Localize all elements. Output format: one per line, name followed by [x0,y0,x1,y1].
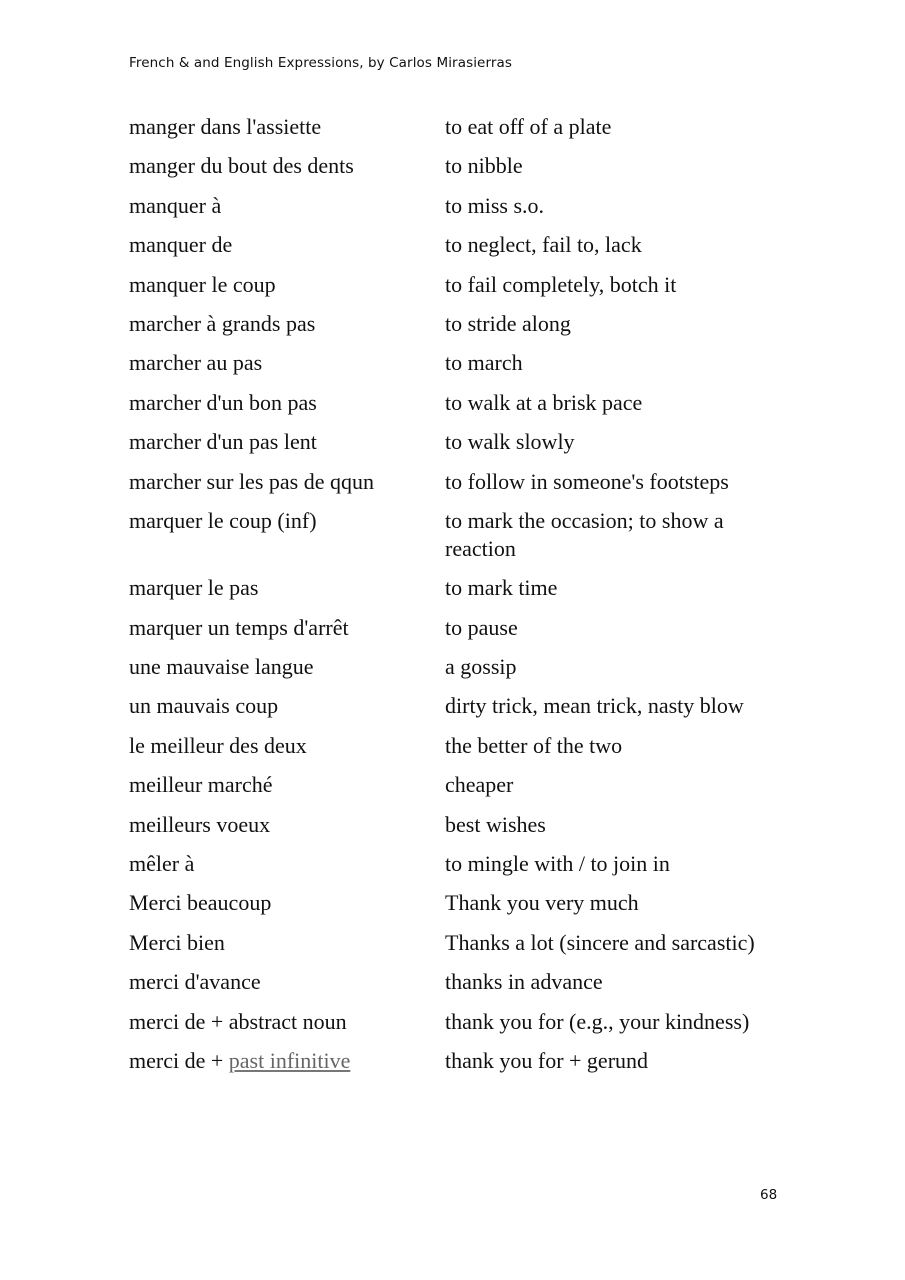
english-translation: to fail completely, botch it [445,271,677,297]
english-translation: thank you for (e.g., your kindness) [445,1008,750,1034]
english-translation: dirty trick, mean trick, nasty blow [445,693,744,719]
expression-row [129,271,789,299]
english-translation: Thanks a lot (sincere and sarcastic) [445,929,755,955]
french-expression: Merci bien [129,929,225,955]
french-expression: une mauvaise langue [129,654,314,680]
french-expression: manquer le coup [129,271,276,297]
french-expression: manger dans l'assiette [129,114,322,139]
french-expression: marcher à grands pas [129,310,316,336]
french-expression: un mauvais coup [129,693,279,719]
english-translation: to walk at a brisk pace [445,389,643,415]
english-translation: to pause [445,614,518,640]
expression-row [129,389,789,417]
past-infinitive-link[interactable]: past infinitive [228,1047,351,1073]
english-translation: to stride along [445,310,571,336]
expression-row [129,653,789,681]
expression-row [129,968,789,996]
expression-row [129,850,789,878]
english-translation: the better of the two [445,732,623,758]
english-translation: to follow in someone's footsteps [445,468,729,494]
french-expression: manquer à [129,192,222,218]
expression-row [129,310,789,338]
french-expression: marquer le pas [129,575,259,601]
french-expression: meilleurs voeux [129,811,271,837]
english-translation: to neglect, fail to, lack [445,232,642,258]
french-expression: merci d'avance [129,969,261,995]
expression-row [129,152,789,180]
french-expression: marquer le coup (inf) [129,507,317,533]
english-translation: to eat off of a plate [445,114,612,139]
expression-row [129,231,789,259]
french-expression: manger du bout des dents [129,153,354,179]
expression-row [129,614,789,642]
english-translation: to walk slowly [445,429,575,455]
expression-row [129,192,789,220]
expression-row [129,692,789,720]
french-expression-prefix: merci de + [129,1047,229,1073]
english-translation: to miss s.o. [445,192,545,218]
french-expression: Merci beaucoup [129,890,272,916]
english-translation: Thank you very much [445,890,639,916]
english-translation: thank you for + gerund [445,1047,649,1073]
french-expression: mêler à [129,851,195,877]
english-translation: to march [445,350,523,376]
french-expression: le meilleur des deux [129,732,307,758]
french-expression [129,1047,445,1075]
page-number: 68 [760,1187,778,1203]
french-expression: marquer un temps d'arrêt [129,614,349,640]
expression-row [129,771,789,799]
expression-row [129,113,789,141]
english-translation: cheaper [445,772,514,798]
french-expression: marcher sur les pas de qqun [129,468,374,494]
expression-row [129,349,789,377]
running-header: French & and English Expressions, by Carlos Mirasierras [129,55,513,71]
expression-row [129,507,789,563]
french-expression: meilleur marché [129,772,273,798]
english-translation: to nibble [445,153,523,179]
french-expression: merci de + abstract noun [129,1008,347,1034]
english-translation: to mark the occasion; to show a reaction [445,507,724,561]
english-translation: to mingle with / to join in [445,851,670,877]
expression-row [129,732,789,760]
expression-row [129,929,789,957]
expression-row [129,811,789,839]
expression-row [129,468,789,496]
expression-row [129,1047,789,1075]
french-expression: marcher au pas [129,350,263,376]
expression-row [129,889,789,917]
expression-row [129,574,789,602]
english-translation: best wishes [445,811,546,837]
english-translation: a gossip [445,654,517,680]
expression-row [129,1008,789,1036]
french-expression: manquer de [129,232,233,258]
expression-list [129,113,789,1086]
english-translation: thanks in advance [445,969,603,995]
english-translation: to mark time [445,575,558,601]
french-expression: marcher d'un pas lent [129,429,317,455]
french-expression: marcher d'un bon pas [129,389,317,415]
expression-row [129,428,789,456]
